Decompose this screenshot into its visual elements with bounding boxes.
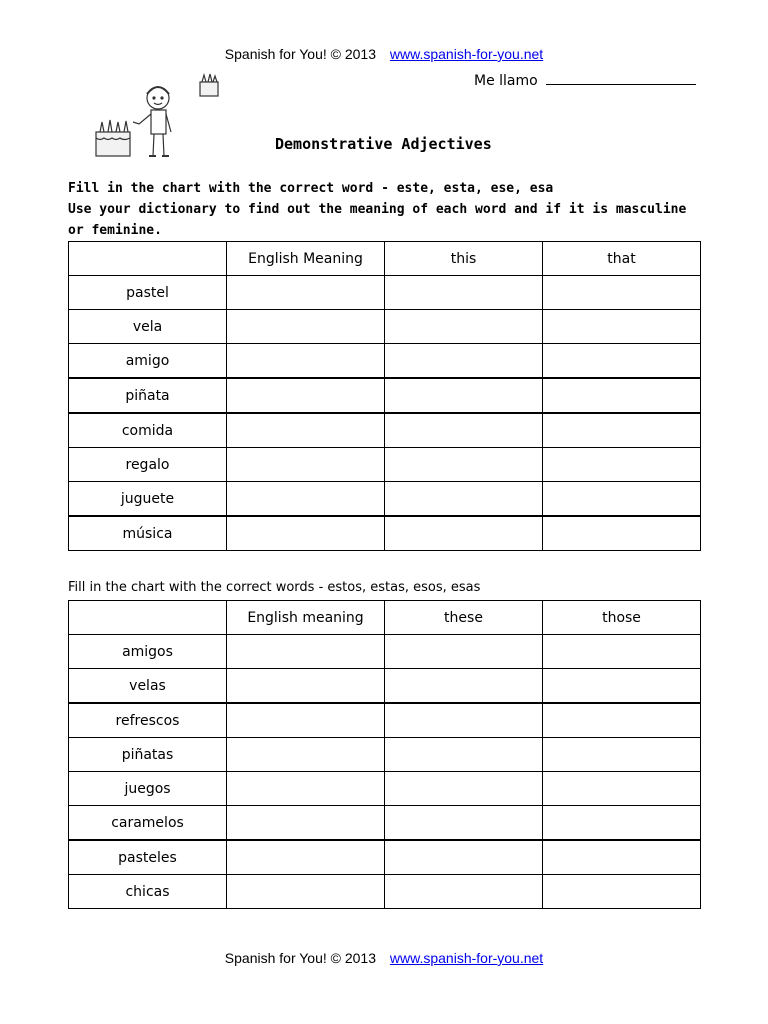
word-cell: piñatas — [69, 738, 227, 772]
answer-cell[interactable] — [385, 806, 543, 841]
answer-cell[interactable] — [543, 806, 701, 841]
answer-cell[interactable] — [543, 738, 701, 772]
word-cell: pasteles — [69, 840, 227, 875]
word-cell: caramelos — [69, 806, 227, 841]
answer-cell[interactable] — [543, 482, 701, 517]
table-row — [69, 738, 701, 772]
answer-cell[interactable] — [543, 310, 701, 344]
answer-cell[interactable] — [385, 669, 543, 704]
word-cell: vela — [69, 310, 227, 344]
header-link[interactable]: www.spanish-for-you.net — [389, 46, 544, 62]
instructions-1 — [68, 178, 708, 241]
footer-link[interactable]: www.spanish-for-you.net — [389, 950, 544, 966]
page-title: Demonstrative Adjectives — [275, 135, 492, 153]
word-cell: comida — [69, 413, 227, 448]
answer-cell[interactable] — [227, 669, 385, 704]
answer-cell[interactable] — [385, 448, 543, 482]
table-row — [69, 875, 701, 909]
answer-cell[interactable] — [385, 378, 543, 413]
word-cell: refrescos — [69, 703, 227, 738]
table-header-row — [69, 601, 701, 635]
word-cell: pastel — [69, 276, 227, 310]
answer-cell[interactable] — [543, 669, 701, 704]
word-cell: chicas — [69, 875, 227, 909]
table-row — [69, 344, 701, 379]
answer-cell[interactable] — [385, 344, 543, 379]
table-row — [69, 448, 701, 482]
word-cell: juegos — [69, 772, 227, 806]
answer-cell[interactable] — [227, 875, 385, 909]
answer-cell[interactable] — [385, 413, 543, 448]
answer-cell[interactable] — [385, 772, 543, 806]
header-cell-blank — [69, 601, 227, 635]
answer-cell[interactable] — [543, 840, 701, 875]
instructions-1-line2: Use your dictionary to find out the meaning of each word and if it is masculine or feminine. — [68, 202, 687, 238]
header-cell-that: that — [543, 242, 701, 276]
answer-cell[interactable] — [543, 635, 701, 669]
table-these-those — [68, 600, 701, 909]
word-cell: música — [69, 516, 227, 551]
name-label: Me llamo — [474, 73, 538, 89]
table-row — [69, 703, 701, 738]
footer-text: Spanish for You! © 2013 — [224, 950, 377, 966]
answer-cell[interactable] — [227, 840, 385, 875]
answer-cell[interactable] — [385, 310, 543, 344]
instructions-2: Fill in the chart with the correct words - estos, estas, esos, esas — [68, 580, 481, 595]
header-cell-english: English meaning — [227, 601, 385, 635]
word-cell: velas — [69, 669, 227, 704]
name-blank-line[interactable] — [546, 72, 696, 85]
answer-cell[interactable] — [227, 806, 385, 841]
table-row — [69, 669, 701, 704]
answer-cell[interactable] — [385, 516, 543, 551]
answer-cell[interactable] — [227, 413, 385, 448]
answer-cell[interactable] — [227, 378, 385, 413]
answer-cell[interactable] — [227, 516, 385, 551]
header — [0, 46, 768, 62]
word-cell: piñata — [69, 378, 227, 413]
answer-cell[interactable] — [543, 413, 701, 448]
answer-cell[interactable] — [385, 875, 543, 909]
header-cell-this: this — [385, 242, 543, 276]
answer-cell[interactable] — [543, 448, 701, 482]
header-cell-english: English Meaning — [227, 242, 385, 276]
table-row — [69, 378, 701, 413]
table-this-that — [68, 241, 701, 551]
answer-cell[interactable] — [227, 344, 385, 379]
name-field — [474, 72, 696, 89]
answer-cell[interactable] — [543, 875, 701, 909]
answer-cell[interactable] — [543, 772, 701, 806]
answer-cell[interactable] — [543, 276, 701, 310]
table-row — [69, 413, 701, 448]
table-row — [69, 482, 701, 517]
answer-cell[interactable] — [227, 738, 385, 772]
answer-cell[interactable] — [543, 344, 701, 379]
answer-cell[interactable] — [543, 703, 701, 738]
table-header-row — [69, 242, 701, 276]
answer-cell[interactable] — [385, 840, 543, 875]
answer-cell[interactable] — [227, 772, 385, 806]
boy-with-cake-illustration — [88, 70, 228, 170]
table-row — [69, 806, 701, 841]
table-row — [69, 276, 701, 310]
answer-cell[interactable] — [543, 516, 701, 551]
word-cell: regalo — [69, 448, 227, 482]
instructions-1-line1: Fill in the chart with the correct word - este, esta, ese, esa — [68, 181, 554, 196]
answer-cell[interactable] — [227, 703, 385, 738]
answer-cell[interactable] — [227, 448, 385, 482]
answer-cell[interactable] — [385, 635, 543, 669]
answer-cell[interactable] — [227, 276, 385, 310]
word-cell: amigos — [69, 635, 227, 669]
answer-cell[interactable] — [385, 482, 543, 517]
answer-cell[interactable] — [385, 703, 543, 738]
answer-cell[interactable] — [385, 738, 543, 772]
word-cell: juguete — [69, 482, 227, 517]
header-text: Spanish for You! © 2013 — [224, 46, 377, 62]
table-row — [69, 516, 701, 551]
footer — [0, 950, 768, 966]
table-row — [69, 840, 701, 875]
answer-cell[interactable] — [543, 378, 701, 413]
header-cell-these: these — [385, 601, 543, 635]
table-row — [69, 772, 701, 806]
table-row — [69, 310, 701, 344]
answer-cell[interactable] — [227, 635, 385, 669]
answer-cell[interactable] — [385, 276, 543, 310]
table-row — [69, 635, 701, 669]
header-cell-those: those — [543, 601, 701, 635]
header-cell-blank — [69, 242, 227, 276]
answer-cell[interactable] — [227, 482, 385, 517]
answer-cell[interactable] — [227, 310, 385, 344]
word-cell: amigo — [69, 344, 227, 379]
